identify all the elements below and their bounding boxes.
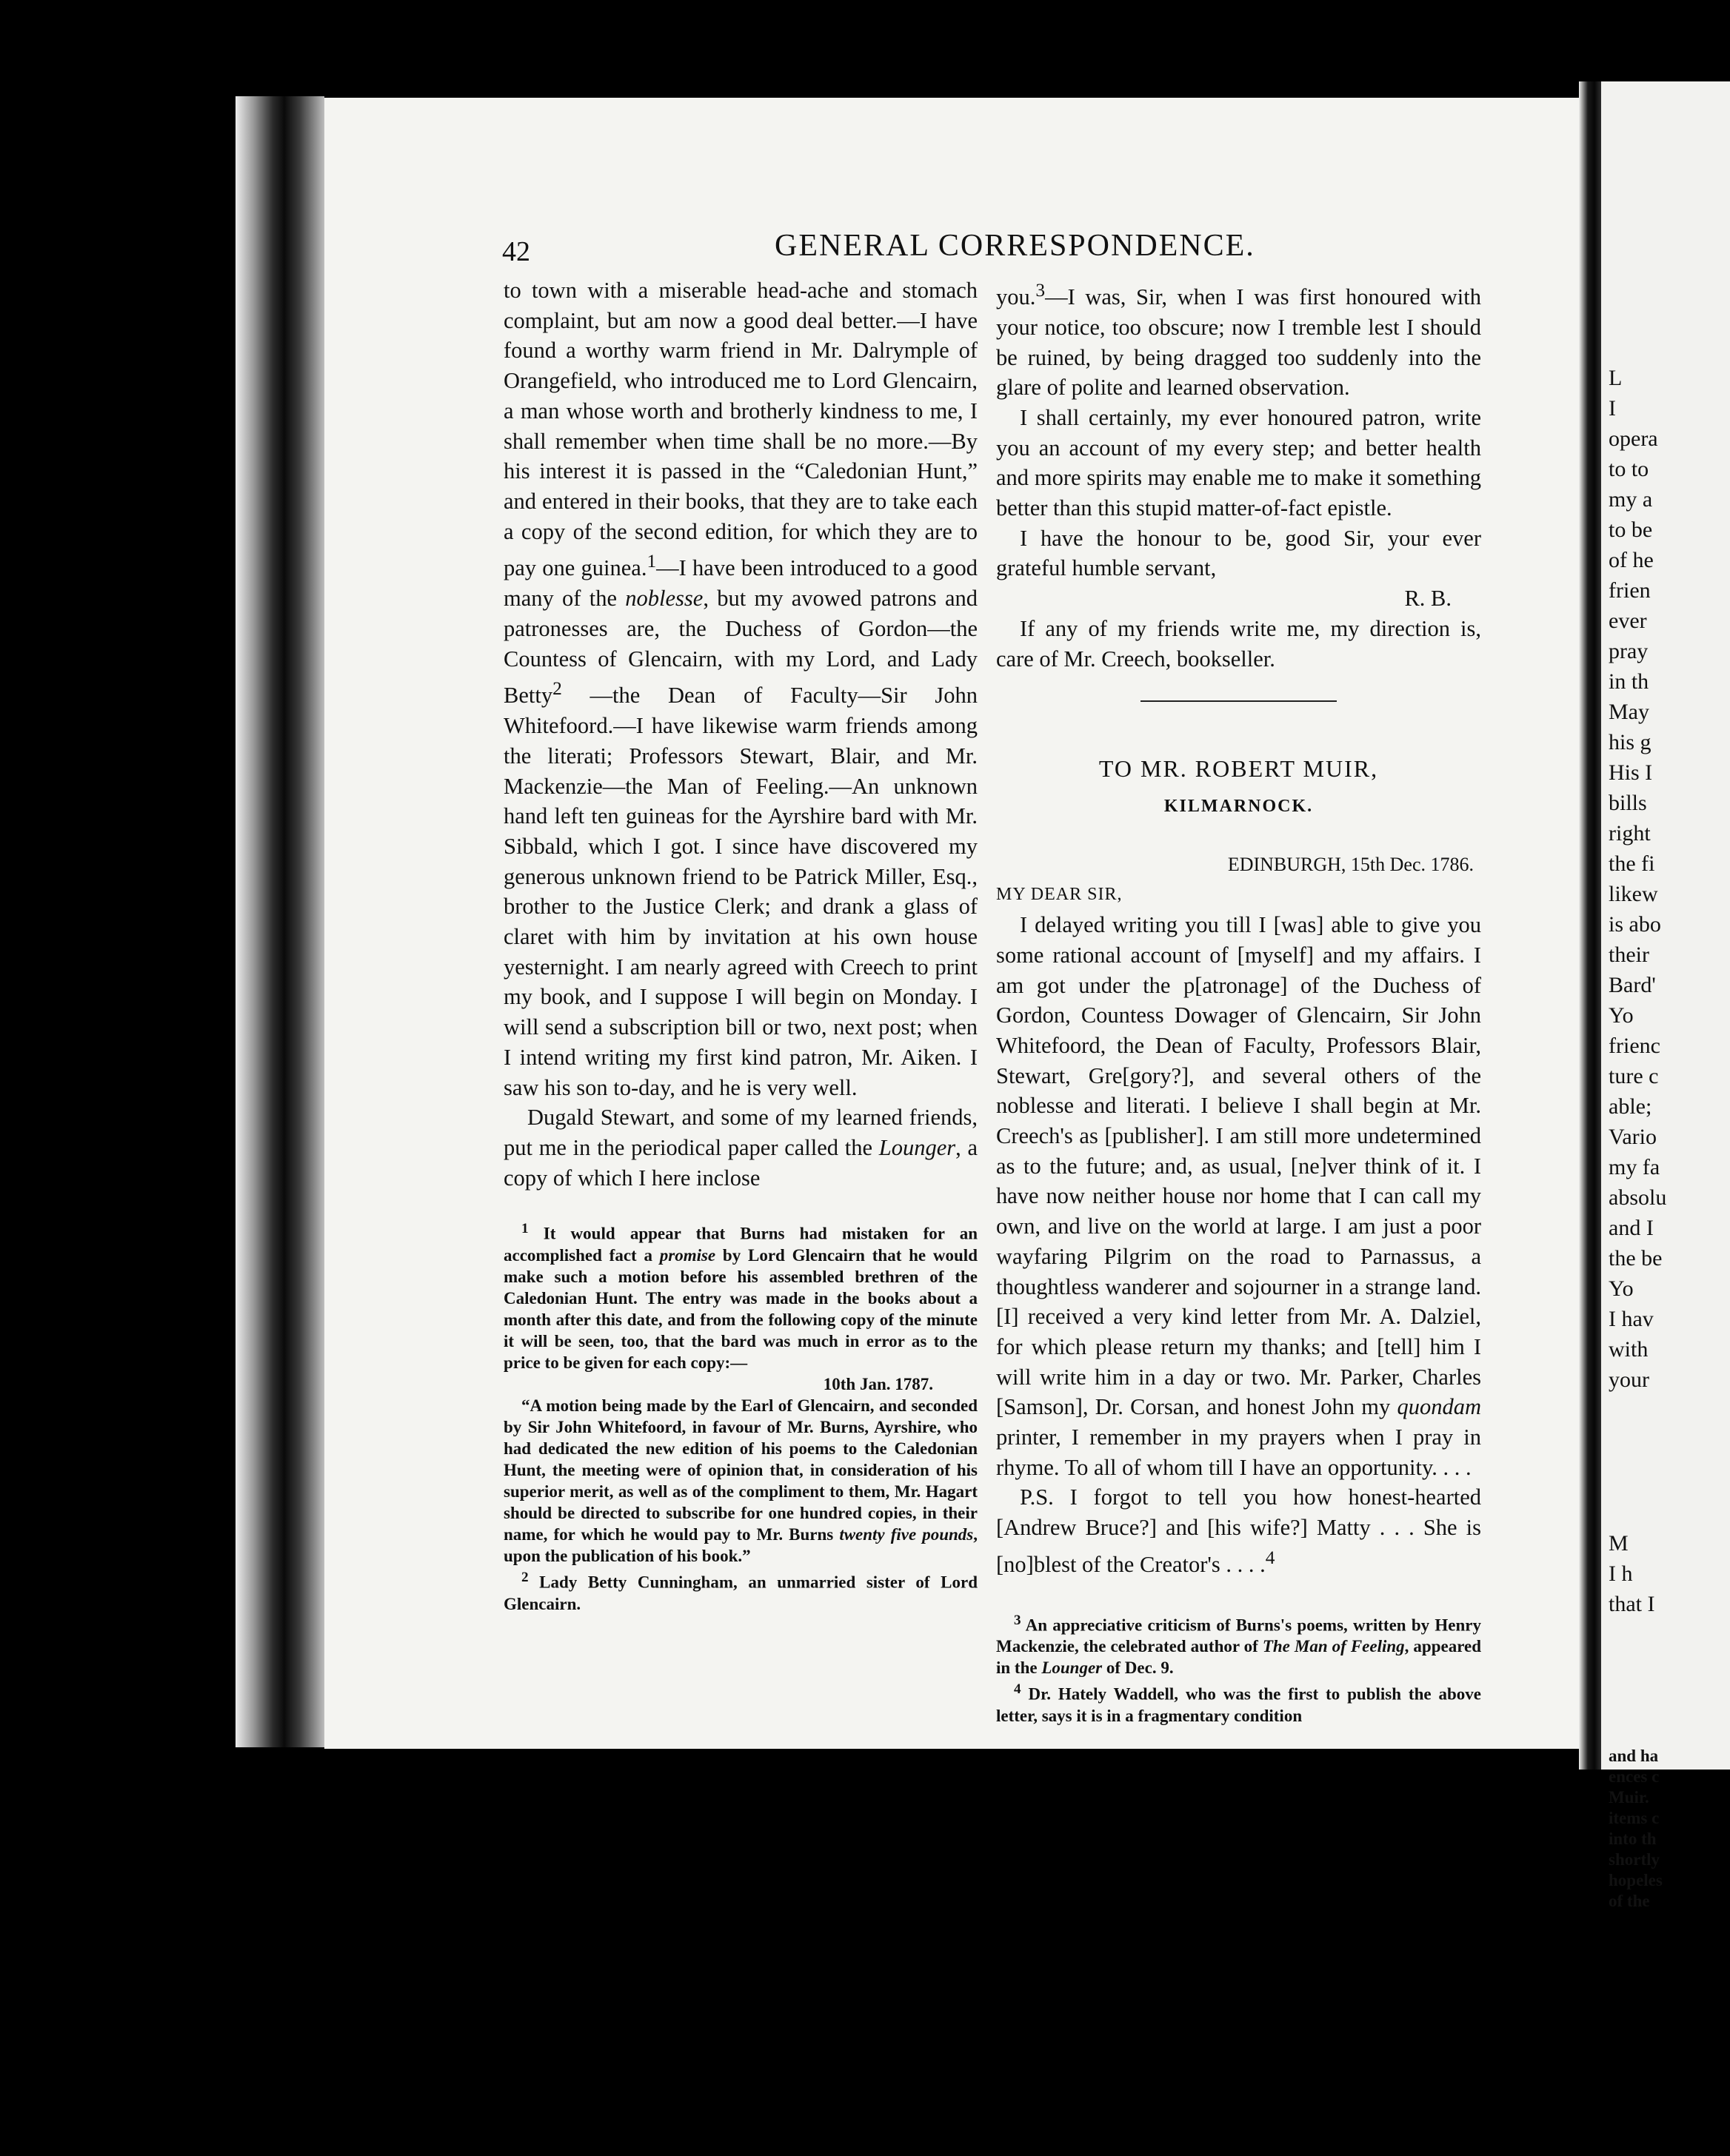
book-binding-shadow: [236, 96, 324, 1747]
right-paragraph-4: If any of my friends write me, my direction is, care of Mr. Creech, bookseller.: [996, 615, 1481, 672]
signature: R. B.: [1404, 586, 1452, 612]
footnote-4: $^4$ Dr. Hately Waddell, who was the first to publish the above letter, says it is in a fragmentary condition: [996, 1681, 1481, 1726]
facing-page: [1601, 81, 1730, 1910]
letter-dateline: EDINBURGH, 15th Dec. 1786.: [1227, 853, 1474, 875]
section-divider: [1140, 700, 1337, 702]
right-paragraph-1: you.$^3$—I was, Sir, when I was first honoured with your notice, too obscure; now I tremble lest I should be ruined, by being dragged too suddenly into the glare of polite and learned observation.: [996, 280, 1481, 401]
footnote-1-date: 10th Jan. 1787.: [823, 1375, 933, 1394]
footnote-ref-1: 1: [647, 551, 657, 572]
right-paragraph-2: I shall certainly, my ever honoured patron, write you an account of my every step; and better health and more spirits may enable me to make it something better than this stupid matter-of-fact epistle.: [996, 404, 1481, 521]
footnotes-right: [996, 1610, 1481, 1727]
page-number: 42: [502, 236, 530, 267]
footnote-ref-2: 2: [552, 678, 562, 700]
page-gutter: [1579, 81, 1601, 1770]
footnote-ref-4: 4: [1265, 1547, 1275, 1568]
left-column: [504, 275, 978, 1615]
letter-body: I delayed writing you till I [was] able to give you some rational account of [myself] and my affairs. I am got under the p[atronage] of the Duchess of Gordon, Countess Dowager of Glencairn, Sir John Whitefoord, the Dean of Faculty, Professors Blair, Stewart, Gre[gory?], and several others of the noblesse and literati. I believe I shall begin at Mr. Creech's as [publisher]. I am still more undetermined as to the future; and, as usual, [ne]ver think of it. I have now neither house nor home that I can call my own, and live on the world at large. I am just a poor wayfaring Pilgrim on the road to Parnassus, a thoughtless wanderer and sojourner in a strange land. [I] received a very kind letter from Mr. A. Dalziel, for which please return my thanks; and [tell] him I will write him in a day or two. Mr. Parker, Charles [Samson], Dr. Corsan, and honest John my quondam printer, I remember in my prayers when I pray in rhyme. To all of whom till I have an opportunity. . . .: [996, 912, 1481, 1480]
left-paragraph-1: to town with a miserable head-ache and stomach complaint, but am now a good deal better.—I have found a worthy warm friend in Mr. Dalrymple of Orangefield, who introduced me to Lord Glencairn, a man whose worth and brotherly kindness to me, I shall remember when time shall be no more.—By his interest it is passed in the “Caledonian Hunt,” and entered in their books, that they are to take each a copy of the second edition, for which they are to pay one guinea.$^1$—I have been introduced to a good many of the noblesse, but my avowed patrons and patronesses are, the Duchess of Gordon—the Countess of Glencairn, with my Lord, and Lady Betty$^2$ —the Dean of Faculty—Sir John Whitefoord.—I have likewise warm friends among the literati; Professors Stewart, Blair, and Mr. Mackenzie—the Man of Feeling.—An unknown hand left ten guineas for the Ayrshire bard with Mr. Sibbald, which I got. I since have discovered my generous unknown friend to be Patrick Miller, Esq., brother to the Justice Clerk; and drank a glass of claret with him by invitation at his own house yesternight. I am nearly agreed with Creech to print my book, and I suppose I will begin on Monday. I will send a subscription bill or two, next post; when I intend writing my first kind patron, Mr. Aiken. I saw his son to-day, and he is very well.: [504, 278, 978, 1100]
left-paragraph-2: Dugald Stewart, and some of my learned friends, put me in the periodical paper called the Lounger, a copy of which I here inclose: [504, 1105, 978, 1191]
facing-page-text: L I opera to to my a to be of he frien ever pray in th May his g His I bills right the fi likew is abo their Bard' Yo frienc ture c able; Vario my fa absolu and I the be Yo I hav with your M I h that I: [1609, 366, 1667, 1616]
letter-salutation: MY DEAR SIR,: [996, 885, 1123, 905]
letter-postscript: P.S. I forgot to tell you how honest-hearted [Andrew Bruce?] and [his wife?] Matty . . . She is [no]blest of the Creator's . . . .$^4$: [996, 1484, 1481, 1578]
right-column: [996, 275, 1481, 1727]
running-head: GENERAL CORRESPONDENCE.: [775, 229, 1255, 263]
letter-heading: TO MR. ROBERT MUIR,: [1098, 755, 1379, 783]
facing-page-footnotes: and ha ences c Muir. items c into th shortly hopeles of the: [1609, 1747, 1663, 1910]
footnote-1: $^1$ It would appear that Burns had mistaken for an accomplished fact a promise by Lord Glencairn that he would make such a motion before his assembled brethren of the Caledonian Hunt. The entry was made in the books about a month after this date, and from the following copy of the minute it will be seen, too, that the bard was much in error as to the price to be given for each copy:—: [504, 1221, 978, 1373]
letter-place: KILMARNOCK.: [1163, 797, 1314, 816]
footnote-3: $^3$ An appreciative criticism of Burns's poems, written by Henry Mackenzie, the celebrated author of The Man of Feeling, appeared in the Lounger of Dec. 9.: [996, 1612, 1481, 1678]
footnotes-left: [504, 1218, 978, 1614]
footnote-2: $^2$ Lady Betty Cunningham, an unmarried sister of Lord Glencairn.: [504, 1570, 978, 1613]
right-paragraph-3: I have the honour to be, good Sir, your ever grateful humble servant,: [996, 525, 1481, 581]
footnote-ref-3: 3: [1035, 280, 1046, 301]
footnote-1-quote: “A motion being made by the Earl of Glencairn, and seconded by Sir John Whitefoord, in favour of Mr. Burns, Ayrshire, who had dedicated the new edition of his poems to the Caledonian Hunt, the meeting were of opinion that, in consideration of his superior merit, as well as of the compliment to them, Mr. Hagart should be directed to subscribe for one hundred copies, in their name, for which he would pay to Mr. Burns twenty five pounds, upon the publication of his book.”: [504, 1396, 978, 1566]
